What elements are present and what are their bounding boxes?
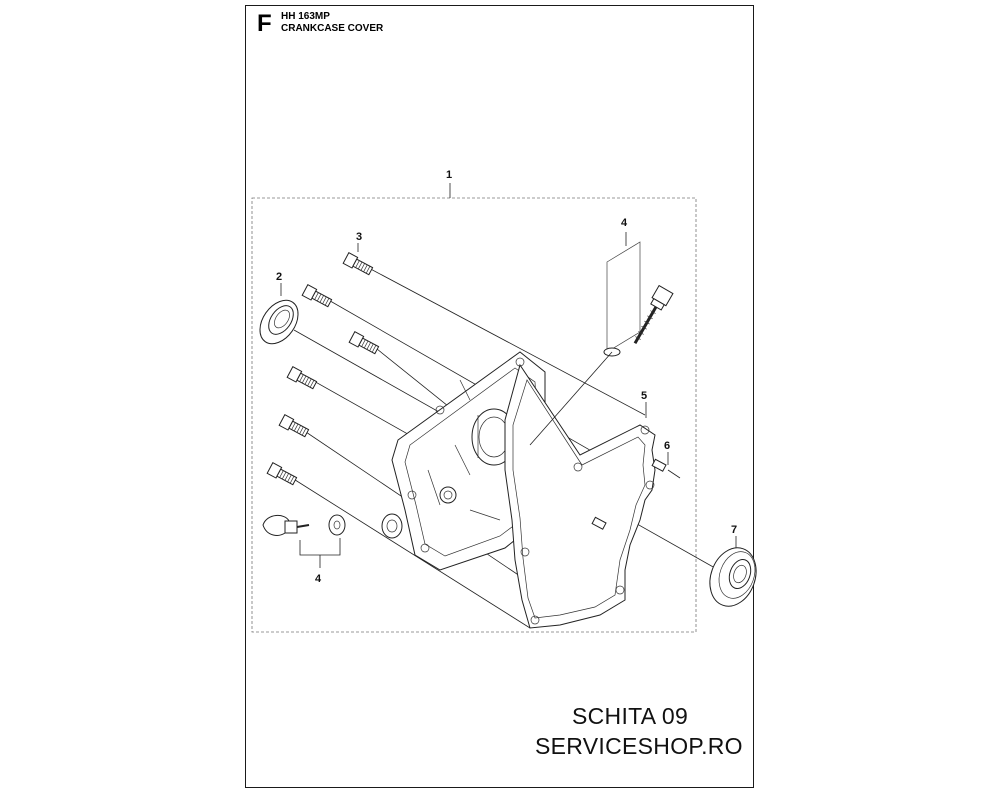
gasket bbox=[505, 365, 655, 628]
drain-plug-boss bbox=[382, 514, 402, 538]
footer-sheet-number: SCHITA 09 bbox=[572, 703, 689, 729]
callout-1: 1 bbox=[446, 169, 453, 181]
callout-7: 7 bbox=[731, 524, 738, 536]
section-letter: F bbox=[257, 10, 272, 37]
callout-4-bottom: 4 bbox=[315, 573, 322, 585]
bolt bbox=[302, 285, 332, 309]
callout-4-top: 4 bbox=[621, 217, 628, 229]
oil-seal bbox=[252, 293, 306, 351]
callout-3: 3 bbox=[356, 231, 363, 243]
bolt bbox=[279, 415, 309, 439]
bolt bbox=[343, 253, 373, 277]
bolt bbox=[267, 463, 297, 487]
drain-plug-set bbox=[263, 515, 345, 568]
bearing bbox=[702, 541, 764, 612]
model-code: HH 163MP bbox=[281, 11, 330, 22]
bolts bbox=[267, 253, 379, 487]
callout-5: 5 bbox=[641, 390, 648, 402]
part-title: CRANKCASE COVER bbox=[281, 23, 384, 34]
callout-6: 6 bbox=[664, 440, 671, 452]
footer-site-name: SERVICESHOP.RO bbox=[535, 733, 743, 759]
callout-2: 2 bbox=[276, 271, 283, 283]
bolt bbox=[349, 332, 379, 356]
bolt bbox=[287, 367, 317, 391]
